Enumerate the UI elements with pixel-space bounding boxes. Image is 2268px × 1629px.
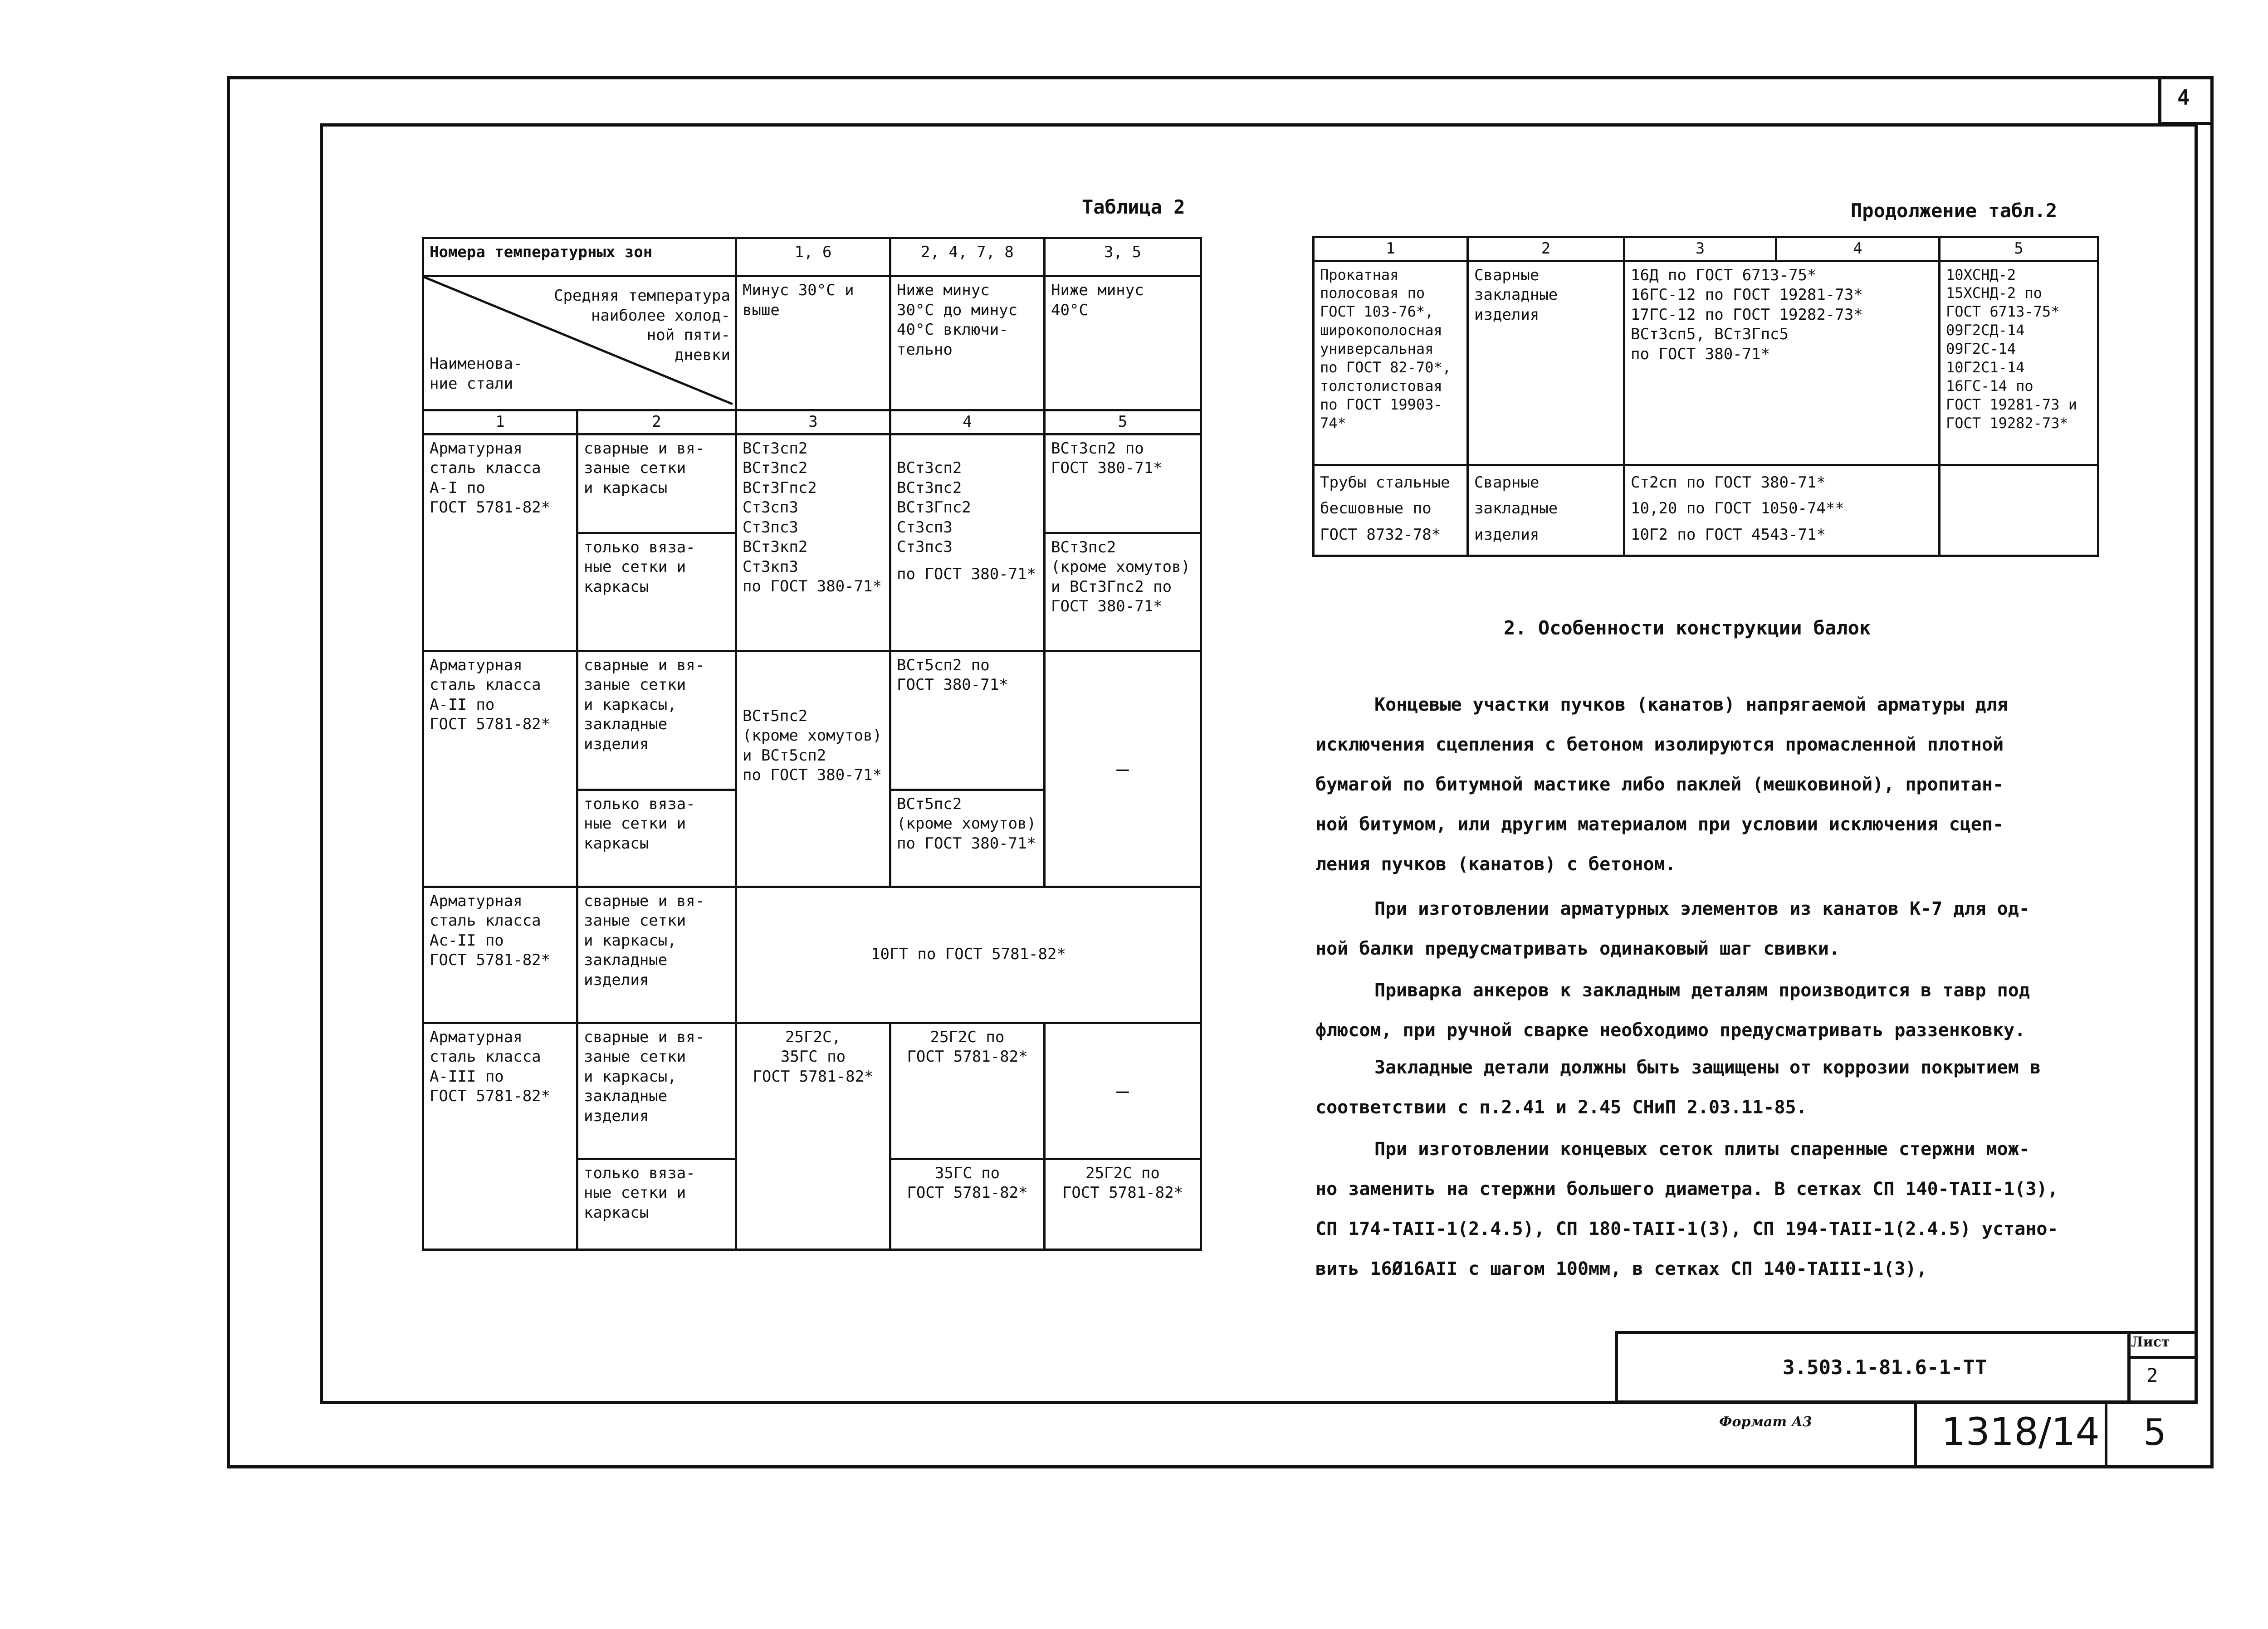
- steel-name: Арматурная сталь класса А-II по ГОСТ 5781-82*: [423, 651, 577, 887]
- table2: [422, 237, 1202, 1251]
- table2-caption: Таблица 2: [1082, 196, 1185, 218]
- product-name: Трубы стальные бесшовные по ГОСТ 8732-78*: [1314, 465, 1468, 556]
- paragraph-5: При изготовлении концевых сеток плиты спаренные стержни мож- но заменить на стержни большего диаметра. В сетках СП 140-ТАII-1(3), СП 174-ТАII-1(2.4.5), СП 180-ТАII-1(3), СП 194-ТАII-1(2.4.5) устано- вить 16Ø16АII с шагом 100мм, в сетках СП 140-ТАIII-1(3),: [1315, 1139, 2058, 1279]
- steel-grade-c4: 25Г2С по ГОСТ 5781-82*: [890, 1023, 1045, 1159]
- colnum: 5: [1045, 410, 1201, 434]
- doc-code: 3.503.1-81.6-1-ТТ: [1783, 1356, 1987, 1379]
- paragraph-3: Приварка анкеров к закладным деталям производится в тавр под флюсом, при ручной сварке необходимо предусматривать раззенковку.: [1315, 980, 2030, 1041]
- steel-grades-c5: 10ХСНД-2 15ХСНД-2 по ГОСТ 6713-75* 09Г2СД-14 09Г2С-14 10Г2С1-14 16ГС-14 по ГОСТ 19281-73 и ГОСТ 19282-73*: [1940, 261, 2098, 465]
- zone-1: 1, 6: [736, 238, 890, 276]
- grade-list: ВСт3сп2 ВСт3пс2 ВСт3Гпс2 Ст3сп3 Ст3пс3: [897, 459, 971, 556]
- colnum: 1: [423, 410, 577, 434]
- element-type: Сварные закладные изделия: [1468, 465, 1624, 556]
- colnum: 2: [1468, 237, 1624, 261]
- table-row: [1314, 261, 2098, 465]
- steel-grade-c4: ВСт5пс2 (кроме хомутов) по ГОСТ 380-71*: [890, 790, 1045, 887]
- diagonal-header-cell: [423, 276, 736, 410]
- steel-name: Арматурная сталь класса А-I по ГОСТ 5781-82*: [423, 434, 577, 651]
- steel-grade-c5: —: [1045, 651, 1201, 887]
- archive-number: 1318/14: [1941, 1410, 2100, 1454]
- format-label: Формат А3: [1719, 1414, 1812, 1430]
- corner-page-number: 4: [2177, 85, 2190, 110]
- steel-grade-c5: —: [1045, 1023, 1201, 1159]
- table-row: [423, 887, 1201, 1023]
- steel-grade-c3: ВСт5пс2 (кроме хомутов) и ВСт5сп2 по ГОСТ 380-71*: [736, 651, 890, 887]
- paragraph-2: При изготовлении арматурных элементов из канатов К-7 для од- ной балки предусматривать одинаковый шаг свивки.: [1315, 898, 2030, 959]
- colnum-row: [423, 410, 1201, 434]
- steel-grade-c5: ВСт3пс2 (кроме хомутов) и ВСт3Гпс2 по ГОСТ 380-71*: [1045, 533, 1201, 651]
- element-type: сварные и вя- заные сетки и каркасы, закладные изделия: [577, 1023, 736, 1159]
- temp-3: Ниже минус 40°С: [1045, 276, 1201, 410]
- table-row: [423, 434, 1201, 533]
- grade-gost: по ГОСТ 380-71*: [897, 565, 1036, 583]
- steel-grades: Ст2сп по ГОСТ 380-71* 10,20 по ГОСТ 1050-74** 10Г2 по ГОСТ 4543-71*: [1624, 465, 1940, 556]
- steel-grades: 16Д по ГОСТ 6713-75* 16ГС-12 по ГОСТ 19281-73* 17ГС-12 по ГОСТ 19282-73* ВСт3сп5, ВСт3Гпс5 по ГОСТ 380-71*: [1624, 261, 1940, 465]
- element-type: только вяза- ные сетки и каркасы: [577, 1159, 736, 1249]
- temp-2: Ниже минус 30°С до минус 40°С включи- тельно: [890, 276, 1045, 410]
- colnum: 3: [1624, 237, 1776, 261]
- archive-divider: [1914, 1404, 1917, 1468]
- temp-1: Минус 30°С и выше: [736, 276, 890, 410]
- element-type: сварные и вя- заные сетки и каркасы, закладные изделия: [577, 651, 736, 790]
- page-divider: [2105, 1404, 2107, 1468]
- paragraph-4: Закладные детали должны быть защищены от коррозии покрытием в соответствии с п.2.41 и 2.45 СНиП 2.03.11-85.: [1315, 1057, 2041, 1118]
- paragraph-1: Концевые участки пучков (канатов) напрягаемой арматуры для исключения сцепления с бетоном изолируются промасленной плотной бумагой по битумной мастике либо паклей (мешковиной), пропитан- ной битумом, или другим материалом при условии исключения сцеп- ления пучков (канатов) с бетоном.: [1315, 694, 2008, 875]
- steel-grade-c3: 25Г2С, 35ГС по ГОСТ 5781-82*: [736, 1023, 890, 1249]
- element-type: сварные и вя- заные сетки и каркасы, закладные изделия: [577, 887, 736, 1023]
- section-title: 2. Особенности конструкции балок: [1504, 617, 1871, 639]
- diag-bottom-text: Наименова- ние стали: [430, 355, 523, 393]
- element-type: сварные и вя- заные сетки и каркасы: [577, 434, 736, 533]
- page-number: 5: [2143, 1411, 2166, 1453]
- element-type: только вяза- ные сетки и каркасы: [577, 790, 736, 887]
- steel-grade-c5: 25Г2С по ГОСТ 5781-82*: [1045, 1159, 1201, 1249]
- table-row: [1314, 465, 2098, 556]
- zone-3: 3, 5: [1045, 238, 1201, 276]
- table-row: [423, 276, 1201, 410]
- steel-grades-c5: [1940, 465, 2098, 556]
- colnum: 1: [1314, 237, 1468, 261]
- colnum: 3: [736, 410, 890, 434]
- element-type: только вяза- ные сетки и каркасы: [577, 533, 736, 651]
- table-row: [423, 238, 1201, 276]
- sheet-divider: [2127, 1356, 2198, 1359]
- steel-grade-c4: ВСт5сп2 по ГОСТ 380-71*: [890, 651, 1045, 790]
- colnum: 4: [1776, 237, 1940, 261]
- steel-grade-c3: ВСт3сп2 ВСт3пс2 ВСт3Гпс2 Ст3сп3 Ст3пс3 ВСт3кп2 Ст3кп3 по ГОСТ 380-71*: [736, 434, 890, 651]
- steel-name: Арматурная сталь класса А-III по ГОСТ 5781-82*: [423, 1023, 577, 1249]
- product-name: Прокатная полосовая по ГОСТ 103-76*, широкополосная универсальная по ГОСТ 82-70*, толстолистовая по ГОСТ 19903-74*: [1314, 261, 1468, 465]
- colnum: 5: [1940, 237, 2098, 261]
- diag-top-text: Средняя температура наиболее холод- ной пяти- дневки: [554, 287, 730, 364]
- cont-table: [1312, 236, 2099, 557]
- zone-2: 2, 4, 7, 8: [890, 238, 1045, 276]
- colnum-row: [1314, 237, 2098, 261]
- table-row: [423, 651, 1201, 790]
- merged-grade: 10ГТ по ГОСТ 5781-82*: [736, 887, 1201, 1023]
- steel-grade-c4: [890, 434, 1045, 651]
- table-row: [423, 1023, 1201, 1159]
- steel-name: Арматурная сталь класса Ас-II по ГОСТ 5781-82*: [423, 887, 577, 1023]
- sheet-number: 2: [2146, 1364, 2158, 1386]
- element-type: Сварные закладные изделия: [1468, 261, 1624, 465]
- zone-header-label: Номера температурных зон: [423, 238, 736, 276]
- steel-grade-c4: 35ГС по ГОСТ 5781-82*: [890, 1159, 1045, 1249]
- colnum: 4: [890, 410, 1045, 434]
- cont-table-caption: Продолжение табл.2: [1851, 200, 2058, 222]
- steel-grade-c5: ВСт3сп2 по ГОСТ 380-71*: [1045, 434, 1201, 533]
- colnum: 2: [577, 410, 736, 434]
- sheet-label: Лист: [2131, 1334, 2170, 1350]
